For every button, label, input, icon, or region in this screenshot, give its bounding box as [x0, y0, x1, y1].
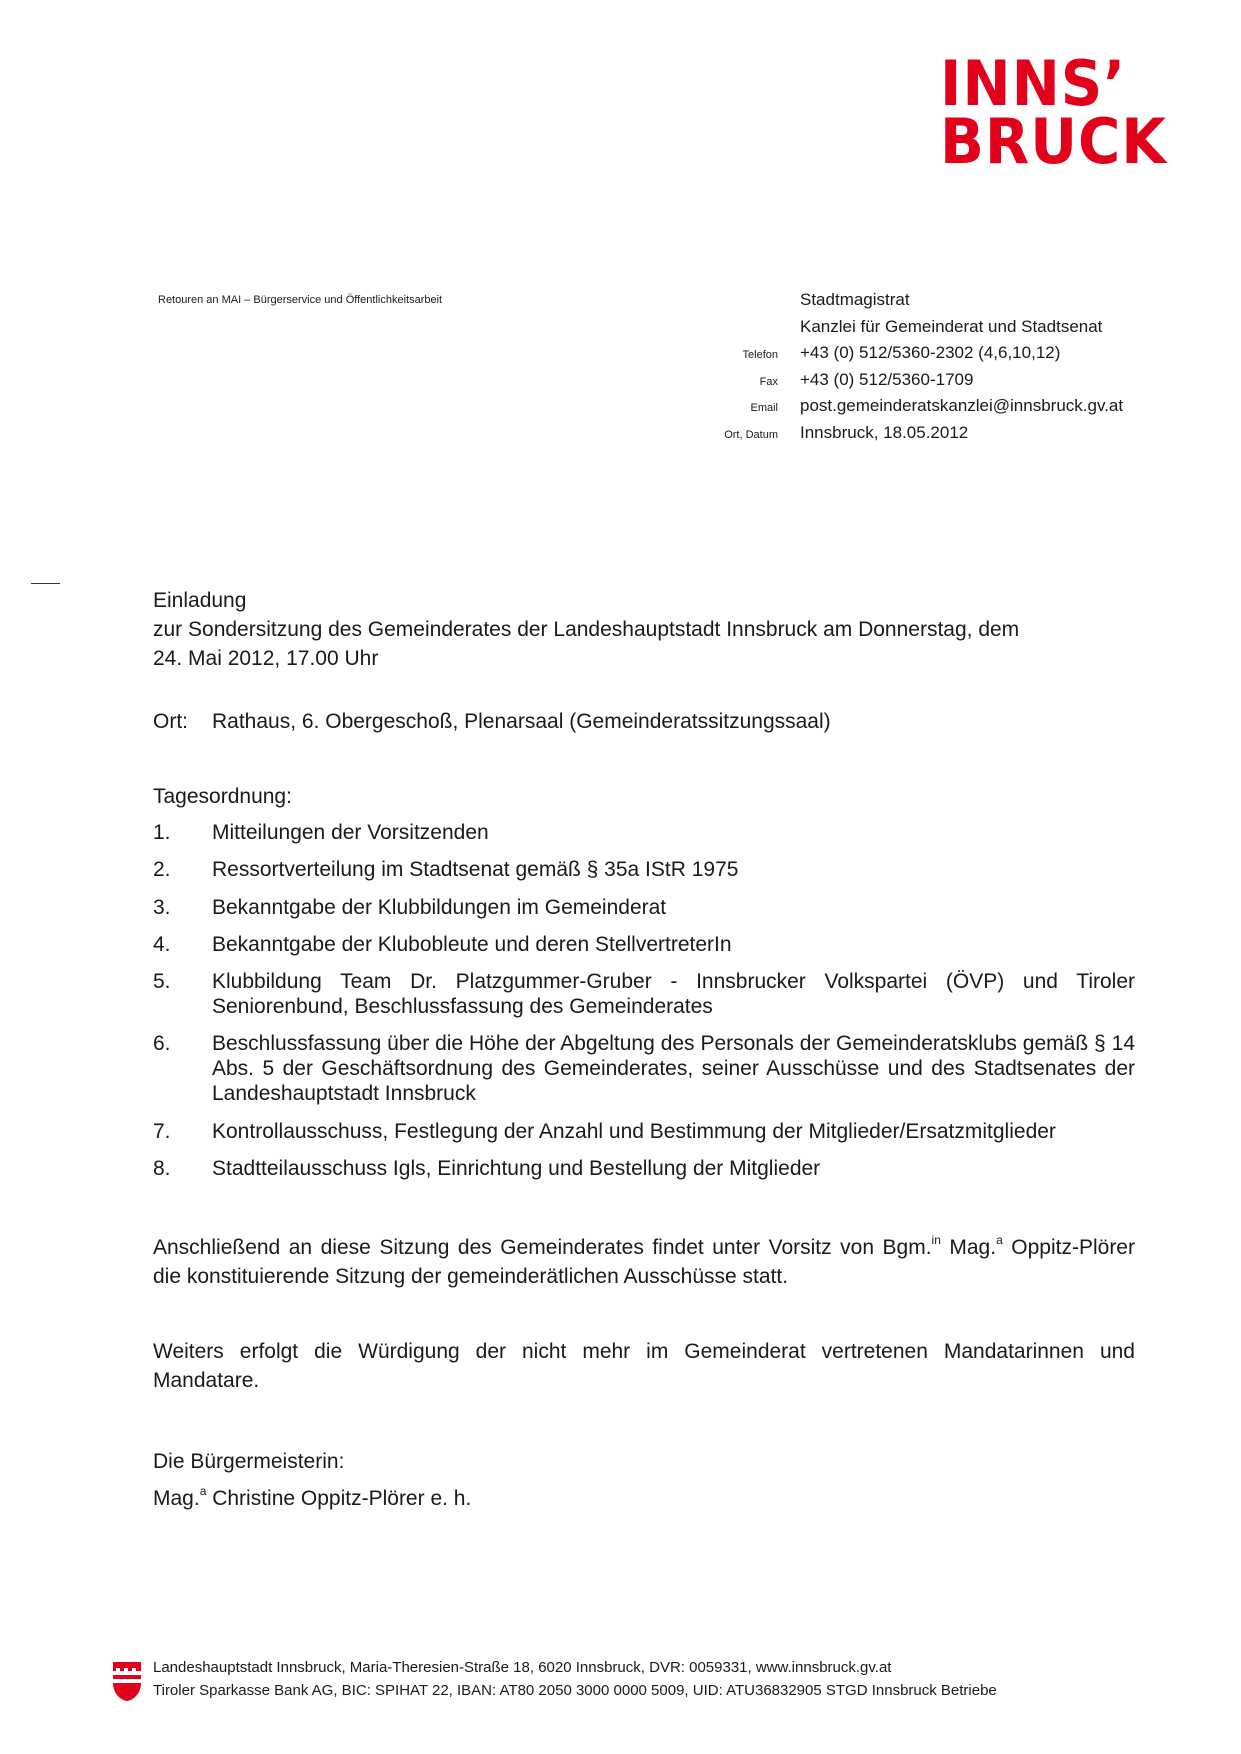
innsbruck-logo — [940, 47, 1185, 178]
signature-block — [153, 1443, 1135, 1517]
email-label: Email — [750, 402, 778, 414]
city-crest-icon — [110, 1660, 144, 1702]
fold-mark — [31, 583, 60, 584]
agenda-item-number: 4. — [153, 932, 171, 956]
title-line-3: 24. Mai 2012, 17.00 Uhr — [153, 647, 379, 670]
invitation-title — [153, 586, 1135, 673]
agenda-item-number: 7. — [153, 1119, 171, 1143]
paragraph1-part1: Anschließend an diese Sitzung des Gemeinderates findet unter Vorsitz von Bgm. — [153, 1236, 932, 1259]
email-value: post.gemeinderatskanzlei@innsbruck.gv.at — [800, 396, 1124, 415]
agenda-item-number: 8. — [153, 1157, 171, 1181]
returns-note: Retouren an MAI – Bürgerservice und Öffentlichkeitsarbeit — [158, 294, 443, 306]
agenda-item-text: Kontrollausschuss, Festlegung der Anzahl und Bestimmung der Mitglieder/Ersatzmitglieder — [212, 1119, 1056, 1143]
date-label: Ort, Datum — [724, 428, 778, 441]
agenda-item-number: 5. — [153, 970, 171, 994]
paragraph1-sup2: a — [996, 1233, 1003, 1247]
location-value: Rathaus, 6. Obergeschoß, Plenarsaal (Gemeinderatssitzungssaal) — [212, 710, 831, 733]
agenda-item — [153, 1119, 1135, 1144]
logo-line-1: INNS’ — [940, 47, 1127, 120]
agenda-item-text: Bekanntgabe der Klubobleute und deren StellvertreterIn — [212, 932, 732, 956]
fax-label: Fax — [759, 375, 778, 388]
footer-line-2: Tiroler Sparkasse Bank AG, BIC: SPIHAT 22, IBAN: AT80 2050 3000 0000 5009, UID: ATU36832905 STGD Innsbruck Betriebe — [153, 1681, 997, 1699]
paragraph1-part2: Mag. — [940, 1236, 997, 1259]
date-value: Innsbruck, 18.05.2012 — [800, 422, 969, 442]
agenda-item-number: 3. — [153, 895, 171, 919]
agenda-item-number: 1. — [153, 821, 171, 844]
signature-prefix: Mag. — [153, 1487, 200, 1510]
department: Stadtmagistrat — [800, 290, 910, 309]
paragraph1-sup1: in — [931, 1233, 941, 1247]
signature-sup: a — [199, 1484, 207, 1498]
agenda-item — [153, 1031, 1135, 1106]
phone-label: Telefon — [742, 349, 778, 361]
title-heading: Einladung — [153, 589, 247, 612]
phone-value: +43 (0) 512/5360-2302 (4,6,10,12) — [800, 343, 1061, 362]
agenda-item — [153, 857, 1135, 882]
location — [153, 707, 1135, 736]
agenda-item — [153, 1156, 1135, 1181]
agenda-item — [153, 969, 1135, 1019]
fax-value: +43 (0) 512/5360-1709 — [800, 369, 974, 389]
agenda-item — [153, 820, 1135, 845]
office: Kanzlei für Gemeinderat und Stadtsenat — [800, 316, 1103, 336]
paragraph-acknowledgement: Weiters erfolgt die Würdigung der nicht mehr im Gemeinderat vertretenen Mandatarinnen und Mandatare. — [153, 1340, 1135, 1392]
title-line-2: zur Sondersitzung des Gemeinderates der Landeshauptstadt Innsbruck am Donnerstag, dem — [153, 618, 1020, 641]
agenda-item-text: Mitteilungen der Vorsitzenden — [212, 821, 489, 844]
agenda-item-text: Stadtteilausschuss Igls, Einrichtung und Bestellung der Mitglieder — [212, 1157, 821, 1181]
agenda-list — [153, 820, 1135, 1193]
paragraph-followup-session — [153, 1233, 1135, 1291]
agenda-item — [153, 895, 1135, 920]
agenda-item-text: Beschlussfassung über die Höhe der Abgeltung des Personals der Gemeinderatsklubs gemäß § 14 Abs. 5 der Geschäftsordnung des Gemeinderates, seiner Ausschüsse und des Stadtsenates der Landeshauptstadt Innsbruck — [212, 1032, 1135, 1106]
signature-title: Die Bürgermeisterin: — [153, 1450, 345, 1473]
agenda-item-number: 6. — [153, 1032, 171, 1056]
paragraph1-part3: Oppitz-Plörer die konstituierende Sitzung der gemeinderätlichen Ausschüsse statt. — [153, 1236, 1135, 1288]
footer — [153, 1657, 997, 1702]
agenda-item — [153, 932, 1135, 957]
logo-line-2: BRUCK — [940, 105, 1167, 178]
location-label: Ort: — [153, 710, 188, 733]
agenda-heading: Tagesordnung: — [153, 785, 292, 808]
agenda-item-number: 2. — [153, 858, 171, 882]
footer-line-1: Landeshauptstadt Innsbruck, Maria-Theresien-Straße 18, 6020 Innsbruck, DVR: 0059331, www.innsbruck.gv.at — [153, 1659, 892, 1676]
signature-fullname: Christine Oppitz-Plörer e. h. — [206, 1487, 472, 1510]
agenda-item-text: Klubbildung Team Dr. Platzgummer-Gruber - Innsbrucker Volkspartei (ÖVP) und Tiroler Seniorenbund, Beschlussfassung des Gemeinderates — [212, 970, 1135, 1019]
contact-block — [700, 290, 1170, 449]
agenda-item-text: Bekanntgabe der Klubbildungen im Gemeinderat — [212, 895, 667, 919]
agenda-item-text: Ressortverteilung im Stadtsenat gemäß § 35a IStR 1975 — [212, 858, 739, 882]
signature-name — [153, 1480, 1135, 1517]
